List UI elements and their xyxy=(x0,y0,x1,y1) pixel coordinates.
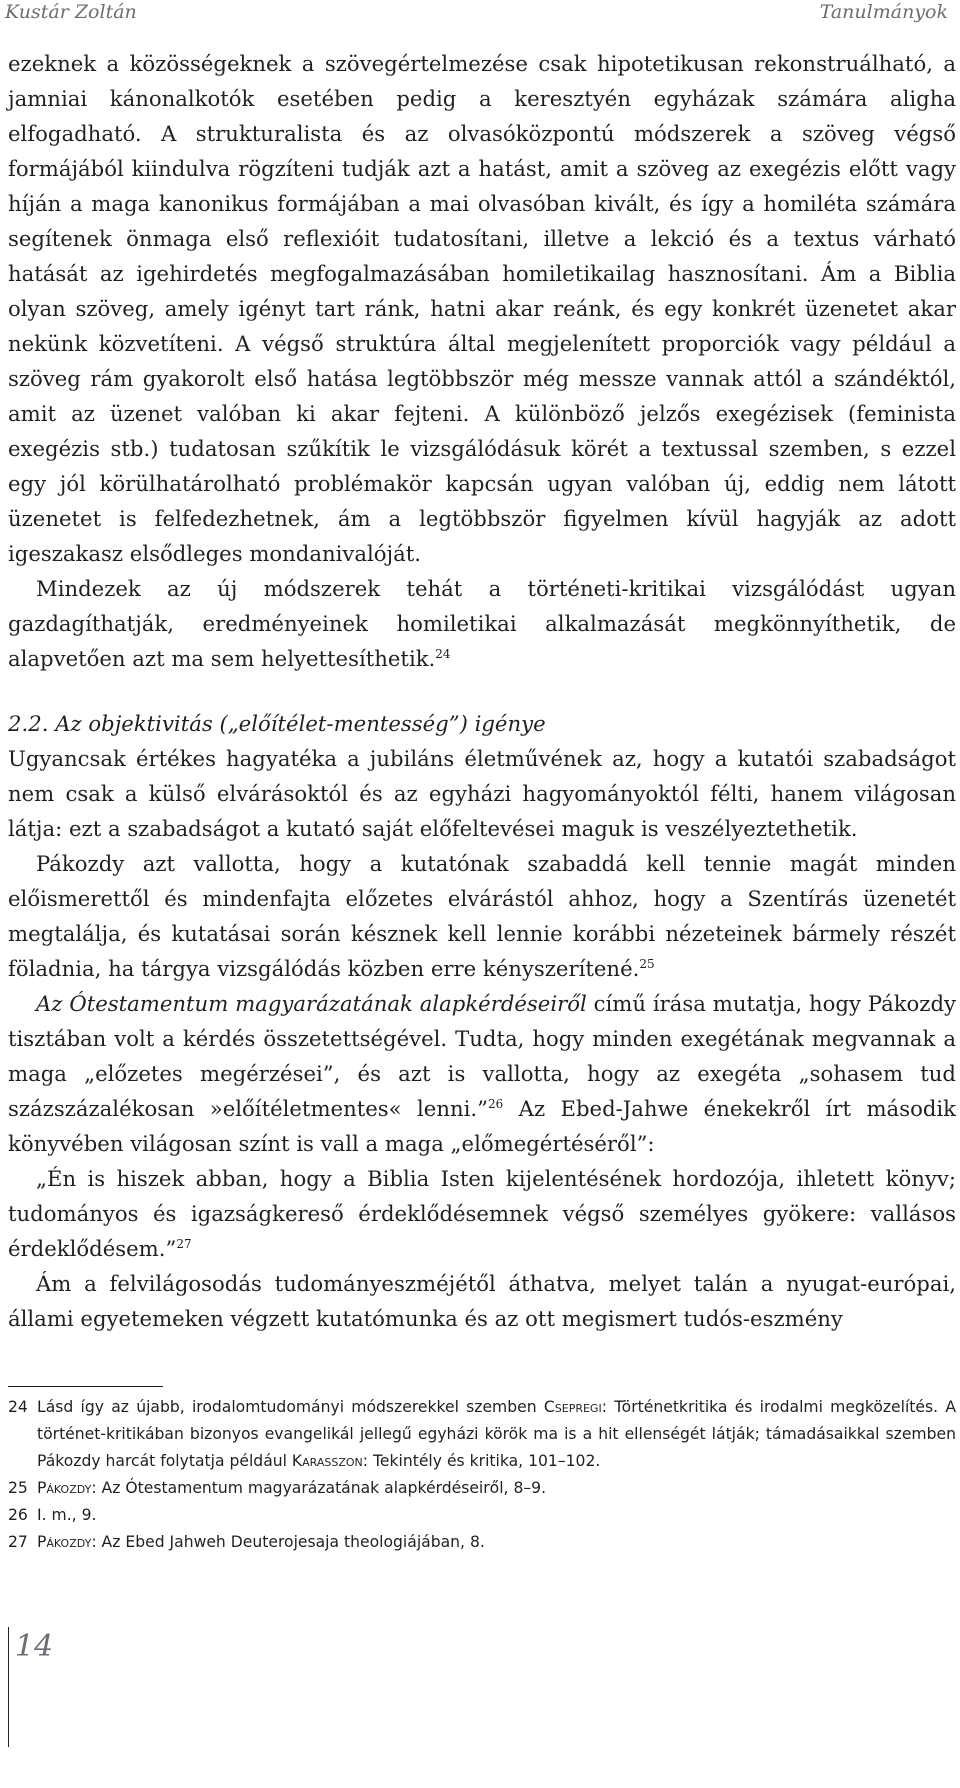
author-name: Karasszon xyxy=(291,1452,363,1470)
cited-work-title: Az Ótestamentum magyarázatának alapkérdéseiről xyxy=(36,991,587,1016)
running-header xyxy=(0,0,960,30)
header-author: Kustár Zoltán xyxy=(5,1,137,23)
footnote-ref-24[interactable]: 24 xyxy=(435,647,451,661)
footnote-ref-25[interactable]: 25 xyxy=(639,957,655,971)
footnote-text xyxy=(37,1529,956,1556)
author-name: Pákozdy xyxy=(37,1479,92,1497)
paragraph-5-text-b: Az Ebed-Jahwe énekekről írt második könyvében világosan színt is vall a maga „előmegértéséről”: xyxy=(8,1096,956,1156)
footnote-text-part: : Az Ebed Jahweh Deuterojesaja theologiájában, 8. xyxy=(91,1533,485,1551)
footnote-text-part: : Tekintély és kritika, 101–102. xyxy=(362,1452,601,1470)
paragraph-5-text-a: című írása mutatja, hogy Pákozdy tisztában volt a kérdés összetettségével. Tudta, hogy minden exegétának megvannak a maga „előzetes megérzései”, és azt is vallotta, hogy az exegéta „sohasem tud százszázalékosan »előítéletmentes« lenni.” xyxy=(8,991,956,1121)
footnote-ref-27[interactable]: 27 xyxy=(176,1237,192,1251)
footnote-divider xyxy=(8,1386,163,1387)
section-title: Az objektivitás („előítélet-mentesség”) igénye xyxy=(55,711,546,736)
footnote-ref-26[interactable]: 26 xyxy=(487,1097,504,1111)
footnote-text xyxy=(37,1394,956,1475)
paragraph-4-text: Pákozdy azt vallotta, hogy a kutatónak szabaddá kell tennie magát minden előismerettől és mindenfajta előzetes elvárástól ahhoz, hogy a Szentírás üzenetét megtalálja, és kutatásai során késznek kell lennie korábbi nézeteinek bármely részét föladnia, ha tárgya vizsgálódás közben erre kényszerítené. xyxy=(8,851,956,981)
footnotes xyxy=(8,1394,956,1556)
header-section: Tanulmányok xyxy=(819,1,948,23)
paragraph-2-text: Mindezek az új módszerek tehát a történeti-kritikai vizsgálódást ugyan gazdagíthatják, eredményeinek homiletikai alkalmazását megkönnyíthetik, de alapvetően azt ma sem helyettesíthetik. xyxy=(8,576,956,671)
footnote-text-part: : Történetkritika és irodalmi megközelítés. A történet-kritikában bizonyos evangelikál jellegű egyházi körök ma is a hit ellenségét látják; támadásaikkal szemben Pákozdy harcát folytatja például xyxy=(37,1398,956,1470)
footnote-number: 25 xyxy=(8,1479,28,1497)
footnote-text-part: Lásd így az újabb, irodalomtudományi módszerekkel szemben xyxy=(37,1398,544,1416)
paragraph-4 xyxy=(8,846,956,986)
footnote-number: 24 xyxy=(8,1398,28,1416)
paragraph-1: ezeknek a közösségeknek a szövegértelmezése csak hipotetikusan rekonstruálható, a jamniai kánonalkotók esetében pedig a keresztyén egyházak számára aligha elfogadható. A strukturalista és az olvasóközpontú módszerek a szöveg végső formájából kiindulva rögzíteni tudják azt a hatást, amit a szöveg az exegézis előtt vagy híján a maga kanonikus formájában a mai olvasóban kivált, és így a homiléta számára segítenek önmaga első reflexióit tudatosítani, illetve a lekció és a textus várható hatását az igehirdetés megfogalmazásában homiletikailag hasznosítani. Ám a Biblia olyan szöveg, amely igényt tart ránk, hatni akar reánk, és egy konkrét üzenetet akar nekünk közvetíteni. A végső struktúra által megjelenített proporciók vagy például a szöveg rám gyakorolt első hatása legtöbbször még messze vannak attól a szándéktól, amit az üzenet valóban ki akar fejteni. A különböző jelzős exegézisek (feminista exegézis stb.) tudatosan szűkítik le vizsgálódásuk körét a textussal szemben, s ezzel egy jól körülhatárolható problémakör kapcsán ugyan valóban új, eddig nem látott üzenetet is felfedezhetnek, ám a legtöbbször figyelmen kívül hagyják az adott igeszakasz elsődleges mondanivalóját. xyxy=(8,51,956,566)
section-number: 2.2. xyxy=(8,711,49,736)
footnote-text-part: : Az Ótestamentum magyarázatának alapkérdéseiről, 8–9. xyxy=(91,1479,547,1497)
page-number: 14 xyxy=(8,1627,53,1747)
section-heading xyxy=(8,706,956,741)
footnote-27 xyxy=(8,1529,956,1556)
author-name: Pákozdy xyxy=(37,1533,92,1551)
footnote-text xyxy=(37,1475,956,1502)
footnote-26 xyxy=(8,1502,956,1529)
quotation-text: „Én is hiszek abban, hogy a Biblia Isten kijelentésének hordozója, ihletett könyv; tudományos és igazságkereső érdeklődésemnek végső személyes gyökere: vallásos érdeklődésem.” xyxy=(8,1166,956,1261)
footnote-number: 27 xyxy=(8,1533,28,1551)
quotation xyxy=(8,1161,956,1266)
paragraph-5 xyxy=(8,986,956,1161)
footnote-text: I. m., 9. xyxy=(37,1506,97,1524)
footnote-number: 26 xyxy=(8,1506,28,1524)
author-name: Csepregi xyxy=(543,1398,602,1416)
paragraph-3: Ugyancsak értékes hagyatéka a jubiláns életművének az, hogy a kutatói szabadságot nem csak a külső elvárásoktól és az egyházi hagyományoktól félti, hanem világosan látja: ezt a szabadságot a kutató saját előfeltevései maguk is veszélyeztethetik. xyxy=(8,746,956,841)
footnote-24 xyxy=(8,1394,956,1475)
paragraph-2 xyxy=(8,571,956,676)
main-text xyxy=(8,46,956,1336)
paragraph-7: Ám a felvilágosodás tudományeszméjétől áthatva, melyet talán a nyugat-európai, állami egyetemeken végzett kutatómunka és az ott megismert tudós-eszmény xyxy=(8,1271,956,1331)
footnote-25 xyxy=(8,1475,956,1502)
